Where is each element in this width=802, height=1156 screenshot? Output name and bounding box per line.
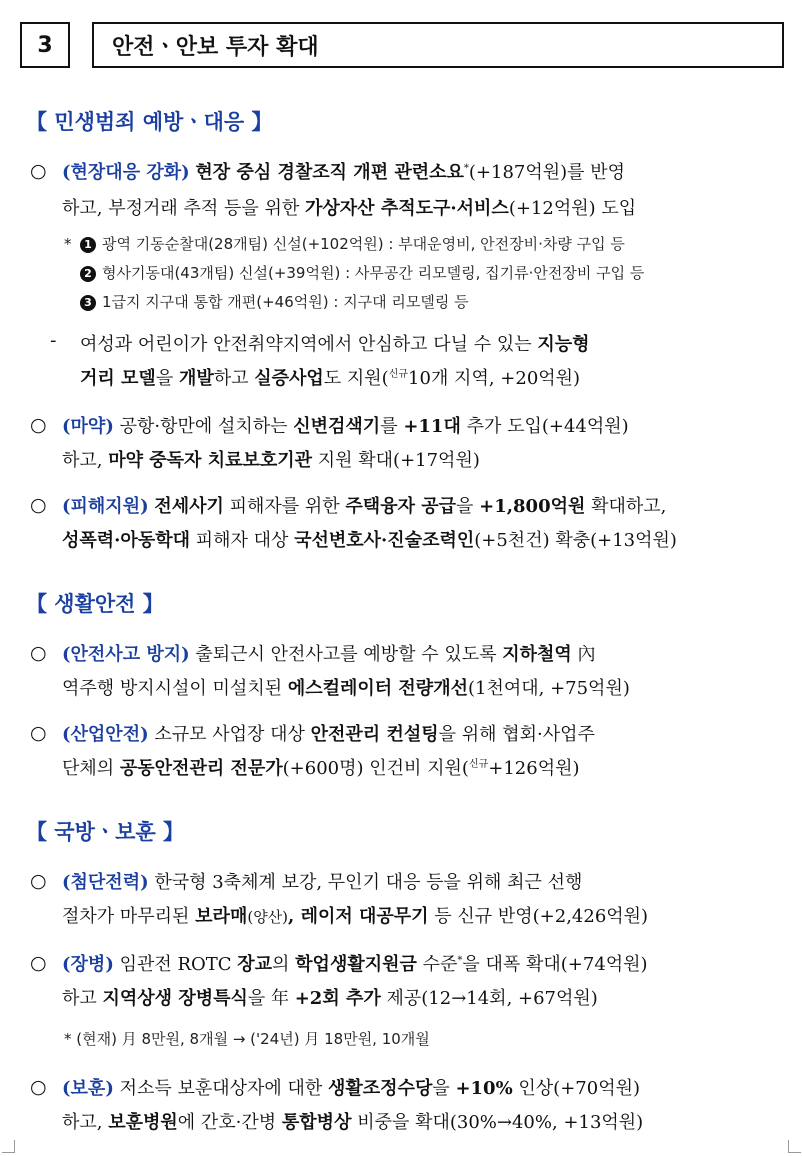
- section-number-box: [20, 22, 70, 68]
- item-victim-support-line1: (피해지원) 전세사기 피해자를 위한 주택융자 공급을 +1,800억원 확대하고,: [62, 496, 667, 517]
- section-number: 3: [37, 32, 53, 58]
- tag-advanced-forces: 첨단전력: [70, 872, 141, 893]
- tag-industrial-safety: 산업안전: [70, 724, 141, 745]
- item-advanced-forces-line2: 절차가 마무리된 보라매(양산), 레이저 대공무기 등 신규 반영(+2,426억원): [62, 906, 649, 927]
- item-field-response-line2: 하고, 부정거래 추적 등을 위한 가상자산 추적도구·서비스(+12억원) 도입: [62, 198, 637, 219]
- section-title-box: [92, 22, 784, 68]
- item-veterans-line2: 하고, 보훈병원에 간호·간병 통합병상 비중을 확대(30%→40%, +13억원): [62, 1112, 644, 1133]
- circle-number-2-icon: 2: [80, 266, 96, 282]
- item-industrial-safety-line2: 단체의 공동안전관리 전문가(+600명) 인건비 지원($^{신규}$+126억원): [62, 758, 580, 779]
- heading-daily-safety: 【 생활안전 】: [26, 592, 164, 616]
- section-title: 안전ㆍ안보 투자 확대: [112, 34, 319, 60]
- page-corner-mark: [2, 1140, 15, 1153]
- bullet-icon: ○: [30, 642, 47, 664]
- heading-crime-prevention: 【 민생범죄 예방ㆍ대응 】: [26, 110, 273, 134]
- item-soldiers-line2: 하고 지역상생 장병특식을 年 +2회 추가 제공(12→14회, +67억원): [62, 988, 598, 1009]
- tag-drugs: 마약: [70, 416, 106, 437]
- dash-icon: -: [50, 330, 57, 351]
- item-drugs-line1: (마약) 공항·항만에 설치하는 신변검색기를 +11대 추가 도입(+44억원): [62, 416, 629, 437]
- bullet-icon: ○: [30, 414, 47, 436]
- sub-smart-street-line1: 여성과 어린이가 안전취약지역에서 안심하고 다닐 수 있는 지능형: [80, 334, 590, 355]
- heading-defense-veterans: 【 국방ㆍ보훈 】: [26, 820, 185, 844]
- page-corner-mark: [788, 1140, 801, 1153]
- tag-veterans: 보훈: [70, 1078, 106, 1099]
- note-rotc-allowance: * (현재) 月 8만원, 8개월 → ('24년) 月 18만원, 10개월: [64, 1030, 430, 1048]
- note-asterisk: *: [64, 235, 72, 253]
- circle-number-1-icon: 1: [80, 237, 96, 253]
- bullet-icon: ○: [30, 1076, 47, 1098]
- item-soldiers-line1: (장병) 임관전 ROTC 장교의 학업생활지원금 수준*을 대폭 확대(+74억원): [62, 954, 648, 975]
- note-item-1: 1 광역 기동순찰대(28개팀) 신설(+102억원) : 부대운영비, 안전장비·차량 구입 등: [80, 233, 625, 254]
- item-veterans-line1: (보훈) 저소득 보훈대상자에 대한 생활조정수당을 +10% 인상(+70억원): [62, 1078, 640, 1099]
- bullet-icon: ○: [30, 160, 47, 182]
- tag-field-response: 현장대응 강화: [70, 162, 182, 183]
- tag-accident-prevention: 안전사고 방지: [70, 644, 182, 665]
- item-drugs-line2: 하고, 마약 중독자 치료보호기관 지원 확대(+17억원): [62, 450, 480, 471]
- bullet-icon: ○: [30, 870, 47, 892]
- bullet-icon: ○: [30, 722, 47, 744]
- tag-soldiers: 장병: [70, 954, 106, 975]
- item-accident-prevention-line2: 역주행 방지시설이 미설치된 에스컬레이터 전량개선(1천여대, +75억원): [62, 678, 630, 699]
- note-item-3: 3 1급지 지구대 통합 개편(+46억원) : 지구대 리모델링 등: [80, 291, 469, 312]
- item-victim-support-line2: 성폭력·아동학대 피해자 대상 국선변호사·진술조력인(+5천건) 확충(+13억원): [62, 530, 677, 551]
- item-accident-prevention-line1: (안전사고 방지) 출퇴근시 안전사고를 예방할 수 있도록 지하철역 內: [62, 644, 596, 665]
- item-advanced-forces-line1: (첨단전력) 한국형 3축체계 보강, 무인기 대응 등을 위해 최근 선행: [62, 872, 583, 893]
- note-item-2: 2 형사기동대(43개팀) 신설(+39억원) : 사무공간 리모델링, 집기류·안전장비 구입 등: [80, 262, 644, 283]
- item-industrial-safety-line1: (산업안전) 소규모 사업장 대상 안전관리 컨설팅을 위해 협회·사업주: [62, 724, 595, 745]
- tag-victim-support: 피해지원: [70, 496, 141, 517]
- circle-number-3-icon: 3: [80, 295, 96, 311]
- bullet-icon: ○: [30, 494, 47, 516]
- sub-smart-street-line2: 거리 모델을 개발하고 실증사업도 지원($^{신규}$10개 지역, +20억원): [80, 368, 581, 389]
- bullet-icon: ○: [30, 952, 47, 974]
- item-field-response-line1: (현장대응 강화) 현장 중심 경찰조직 개편 관련소요*(+187억원)를 반영: [62, 162, 626, 183]
